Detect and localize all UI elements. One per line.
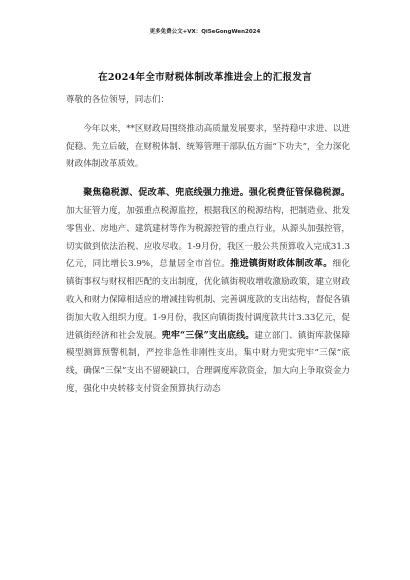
body-town-reform: 细化镇街事权与财权相匹配的支出制度，优化镇街税收增收激励政策，建立财政收入和财力保障相适应的增减挂钩机制、完善调度款的支出结构，督促各镇街加大收入组织力度。1-9月份，我区向镇街拨付调度款共计3.33亿元，促进镇街经济和社会发展。 xyxy=(66,259,350,341)
intro-paragraph: 今年以来，**区财政局围绕推动高质量发展要求，坚持稳中求进、以进促稳、先立后破，在财税体制、统筹管理干部队伍方面“下功夫”，全力深化财政体制改革质效。 xyxy=(66,123,350,170)
document-title: 在2024年全市财税体制改革推进会上的汇报发言 xyxy=(98,72,312,83)
subheading-tax-collection: 强化税费征管保稳税源。 xyxy=(248,188,350,199)
subheading-three-guarantees: 兜牢“三保”支出底线。 xyxy=(161,330,255,341)
body-three-guarantees: 建立部门、镇街库款保障模型测算预警机制，严控非急性非刚性支出，集中财力兜实兜牢“三保”底线，确保“三保”支出不留硬缺口，合理调度库款资金，加大向上争取资金力度，强化中央转移支付资金预算执行动态 xyxy=(66,330,350,394)
section-heading: 聚焦稳税源、促改革、兜底线强力推进。 xyxy=(83,188,249,199)
document-body xyxy=(66,92,350,399)
subheading-town-reform: 推进镇街财政体制改革。 xyxy=(230,259,333,270)
section-paragraph xyxy=(66,185,350,399)
page-header: 更多免费公文+VX：Qi5eGongWen2024 xyxy=(149,29,261,35)
body-tax-collection: 加大征管力度，加强重点税源监控，根据我区的税源结构，把制造业、批发零售业、房地产、建筑建材等作为税源控管的重点行业，从源头加强控管，切实做到依法治税、应收尽收。1-9月份，我区一般公共预算收入完成31.3亿元，同比增长3.9%，总量居全市首位。 xyxy=(66,205,350,270)
salutation: 尊敬的各位领导，同志们： xyxy=(66,95,170,105)
